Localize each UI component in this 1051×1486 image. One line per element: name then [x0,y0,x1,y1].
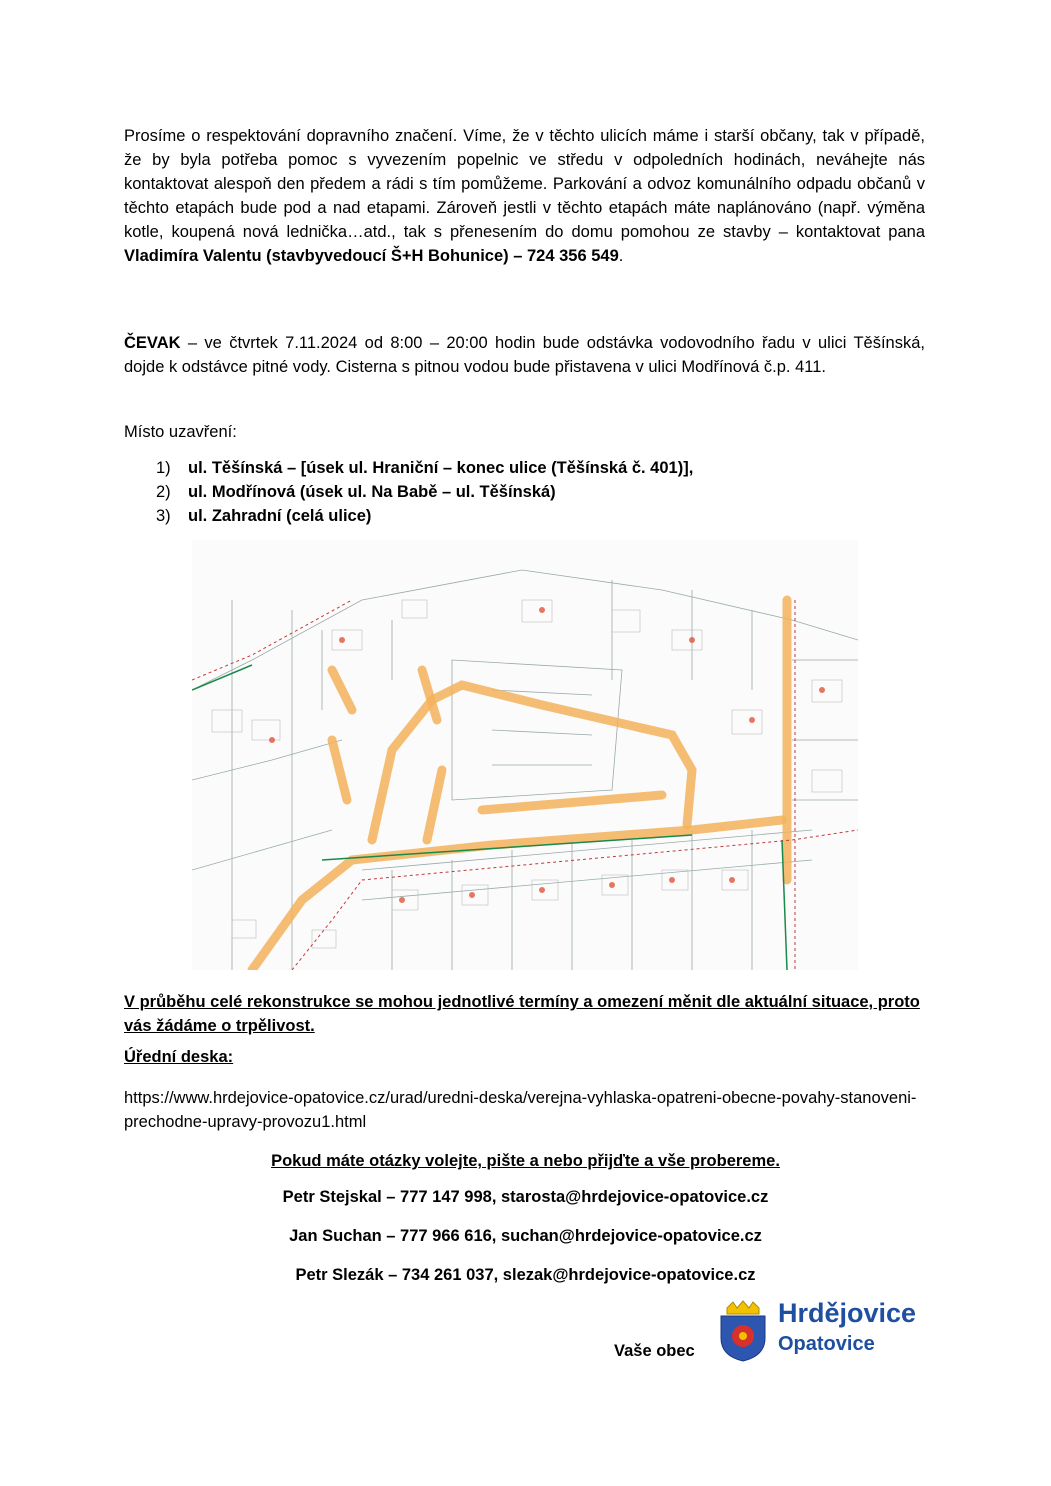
logo-text-opatovice: Opatovice [778,1333,875,1355]
closure-label: Místo uzavření: [124,423,237,441]
list-number: 3) [156,507,171,525]
closure-map-image [192,540,858,970]
contact-line: Petr Slezák – 734 261 037, slezak@hrdejovice-opatovice.cz [295,1266,756,1284]
cevak-paragraph [124,331,925,379]
deska-heading: Úřední deska: [124,1048,234,1066]
list-number: 1) [156,459,171,477]
municipality-crest-icon [717,1300,769,1362]
logo-text-hrdejovice: Hrdějovice [778,1298,917,1328]
list-text: ul. Modřínová (úsek ul. Na Babě – ul. Těšínská) [188,483,556,501]
signoff: Vaše obec [614,1342,695,1360]
list-item [156,504,693,528]
contact-highlight: Vladimíra Valentu (stavbyvedoucí Š+H Bohunice) – 724 356 549 [124,247,619,265]
contact-line: Jan Suchan – 777 966 616, suchan@hrdejovice-opatovice.cz [289,1227,762,1245]
cevak-text: – ve čtvrtek 7.11.2024 od 8:00 – 20:00 hodin bude odstávka vodovodního řadu v ulici Těšínská, dojde k odstávce pitné vody. Cisterna s pitnou vodou bude přistavena v ulici Modřínová č.p. 411. [124,334,925,376]
list-item [156,480,693,504]
list-item [156,456,693,480]
list-text: ul. Zahradní (celá ulice) [188,507,372,525]
questions-line: Pokud máte otázky volejte, pište a nebo přijďte a vše probereme. [271,1152,780,1170]
warning-note: V průběhu celé rekonstrukce se mohou jednotlivé termíny a omezení měnit dle aktuální situace, proto vás žádáme o trpělivost. [124,993,920,1035]
list-text: ul. Těšínská – [úsek ul. Hraniční – konec ulice (Těšínská č. 401)], [188,459,694,477]
cevak-label: ČEVAK [124,334,181,352]
list-number: 2) [156,483,171,501]
para1-text: Prosíme o respektování dopravního značení. Víme, že v těchto ulicích máme i starší občany, tak v případě, že by byla potřeba pomoc s vyvezením popelnic ve středu v odpoledních hodinách, neváhejte nás kontaktovat alespoň den předem a rádi s tím pomůžeme. Parkování a odvoz komunálního odpadu občanů v těchto etapách bude pod a nad etapami. Zároveň jestli v těchto etapách máte naplánováno (např. výměna kotle, koupená nová lednička…atd., tak s přenesením do domu pomohou ze stavby – kontaktovat pana [124,127,925,241]
contact-line: Petr Stejskal – 777 147 998, starosta@hrdejovice-opatovice.cz [282,1188,769,1206]
para1-end: . [618,247,624,265]
deska-link[interactable]: https://www.hrdejovice-opatovice.cz/urad/uredni-deska/verejna-vyhlaska-opatreni-obecne-povahy-stanoveni-prechodne-upravy-provozu1.html [124,1089,917,1131]
info-paragraph [124,124,925,268]
closure-list [156,456,693,528]
